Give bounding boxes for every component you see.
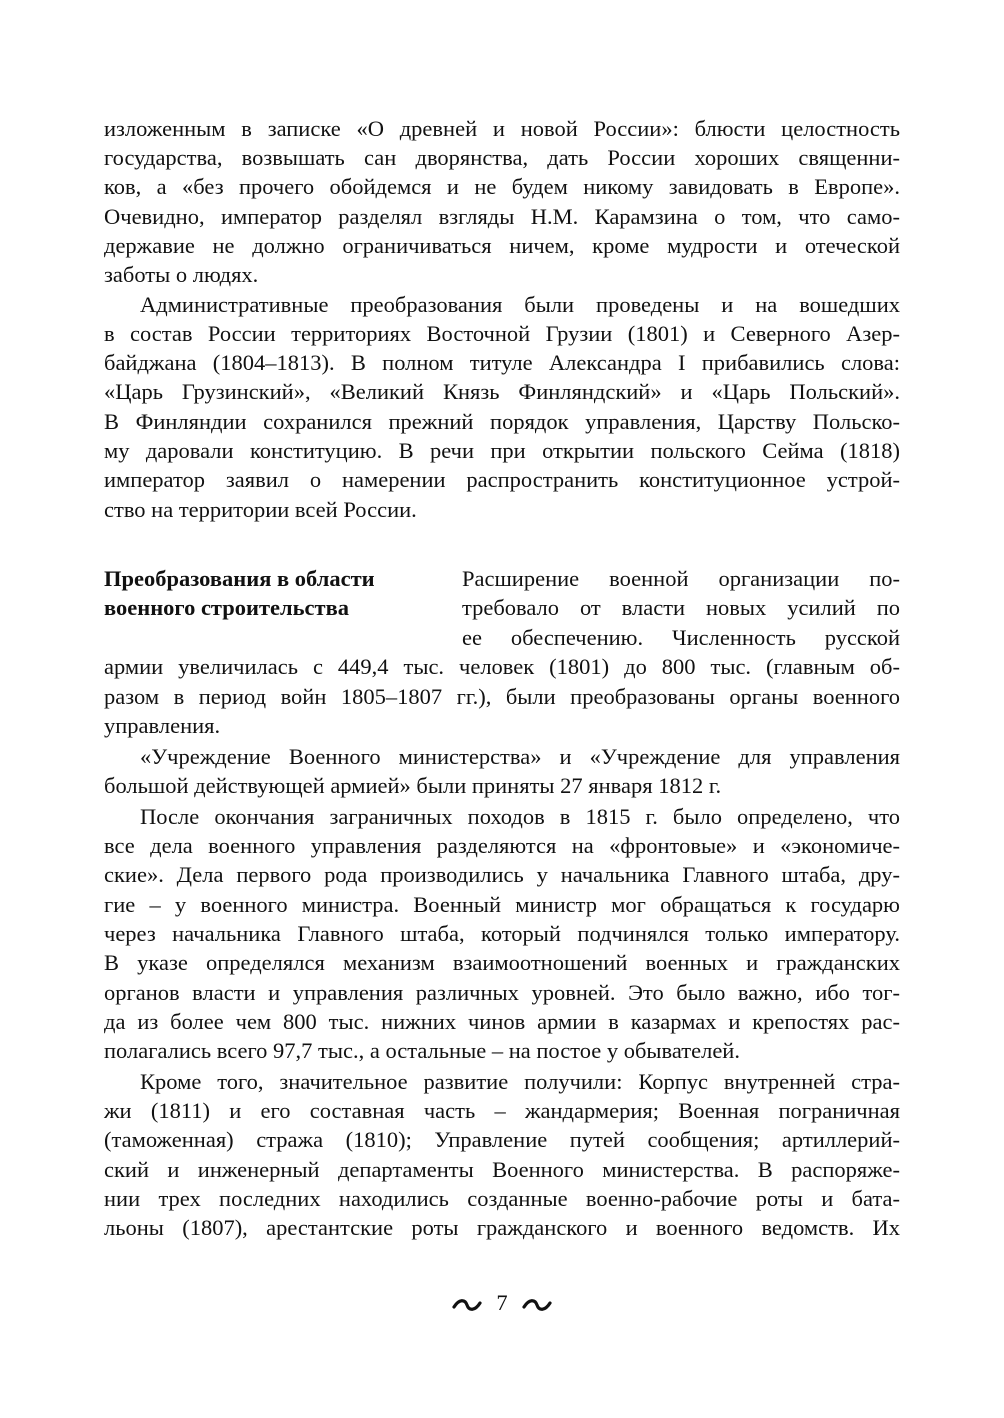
text-line: все дела военного управления разделяются на «фронтовые» и «экономиче-: [104, 833, 900, 858]
text-line: через начальника Главного штаба, который подчинялся только императору.: [104, 921, 900, 946]
page-number: 7: [496, 1290, 508, 1315]
text-line: «Царь Грузинский», «Великий Князь Финляндский» и «Царь Польский».: [104, 379, 900, 404]
text-line: Очевидно, император разделял взгляды Н.М. Карамзина о том, что само-: [104, 204, 900, 229]
text-line: льоны (1807), арестантские роты гражданского и военного ведомств. Их: [104, 1215, 900, 1240]
text-line: ее обеспечению. Численность русской: [462, 625, 900, 650]
text-line: управления.: [104, 713, 221, 738]
left-tilde-ornament-icon: [452, 1298, 482, 1312]
text-line: Расширение военной организации по-: [462, 566, 900, 591]
text-line: в состав России территориях Восточной Грузии (1801) и Северного Азер-: [104, 321, 900, 346]
text-line: «Учреждение Военного министерства» и «Учреждение для управления: [140, 744, 900, 769]
text-line: ский и инженерный департаменты Военного министерства. В распоряже-: [104, 1157, 900, 1182]
text-line: да из более чем 800 тыс. нижних чинов армии в казармах и крепостях рас-: [104, 1009, 900, 1034]
text-line: ков, а «без прочего обойдемся и не будем никому завидовать в Европе».: [104, 174, 900, 199]
section-heading-line-2: военного строительства: [104, 595, 349, 620]
text-line: байджана (1804–1813). В полном титуле Александра I прибавились слова:: [104, 350, 900, 375]
text-line: му даровали конституцию. В речи при открытии польского Сейма (1818): [104, 438, 900, 463]
text-line: жи (1811) и его составная часть – жандармерия; Военная пограничная: [104, 1098, 900, 1123]
text-line: В Финляндии сохранился прежний порядок управления, Царству Польско-: [104, 409, 900, 434]
right-tilde-ornament-icon: [522, 1298, 552, 1312]
text-line: После окончания заграничных походов в 1815 г. было определено, что: [140, 804, 900, 829]
text-line: органов власти и управления различных уровней. Это было важно, ибо тог-: [104, 980, 900, 1005]
text-line: нии трех последних находились созданные военно-рабочие роты и бата-: [104, 1186, 900, 1211]
text-line: В указе определялся механизм взаимоотношений военных и гражданских: [104, 950, 900, 975]
text-line: государства, возвышать сан дворянства, дать России хороших священни-: [104, 145, 900, 170]
text-line: ские». Дела первого рода производились у начальника Главного штаба, дру-: [104, 862, 900, 887]
text-line: большой действующей армией» были приняты 27 января 1812 г.: [104, 773, 722, 798]
text-line: армии увеличилась с 449,4 тыс. человек (1801) до 800 тыс. (главным об-: [104, 654, 900, 679]
text-line: Кроме того, значительное развитие получили: Корпус внутренней стра-: [140, 1069, 900, 1094]
text-line: ство на территории всей России.: [104, 497, 417, 522]
text-line: полагались всего 97,7 тыс., а остальные – на постое у обывателей.: [104, 1038, 740, 1063]
text-line: Административные преобразования были проведены и на вошедших: [140, 292, 900, 317]
text-line: император заявил о намерении распространить конституционное устрой-: [104, 467, 900, 492]
text-line: требовало от власти новых усилий по: [462, 595, 900, 620]
page-footer: [0, 1288, 1004, 1318]
text-line: разом в период войн 1805–1807 гг.), были преобразованы органы военного: [104, 684, 900, 709]
text-line: заботы о людях.: [104, 262, 259, 287]
text-line: гие – у военного министра. Военный министр мог обращаться к государю: [104, 892, 900, 917]
text-line: (таможенная) стража (1810); Управление путей сообщения; артиллерий-: [104, 1127, 900, 1152]
section-heading-line-1: Преобразования в области: [104, 566, 375, 591]
text-line: изложенным в записке «О древней и новой России»: блюсти целостность: [104, 116, 900, 141]
text-line: державие не должно ограничиваться ничем, кроме мудрости и отеческой: [104, 233, 900, 258]
